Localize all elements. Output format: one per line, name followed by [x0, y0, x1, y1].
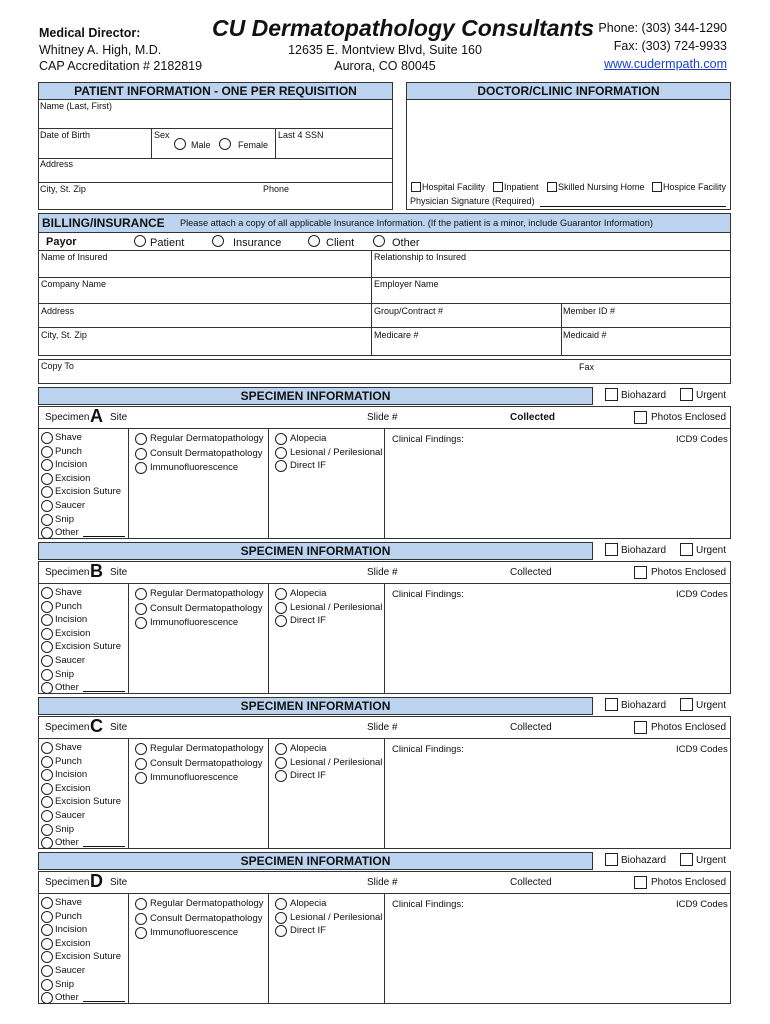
specimen-d-clinical-label: Clinical Findings: [392, 899, 464, 910]
specimen-b-other-line[interactable] [83, 691, 125, 692]
specimen-a-biohazard-label: Biohazard [621, 390, 667, 401]
specimen-c-clinical-field[interactable] [386, 755, 671, 847]
specimen-d-test-label: Consult Dermatopathology [150, 912, 263, 924]
specimen-c-test-radio[interactable] [135, 758, 147, 770]
billing-address-label: Address [41, 306, 75, 316]
group-label: Group/Contract # [374, 306, 444, 316]
specimen-a-slide-label: Slide # [367, 412, 398, 423]
specimen-c-slide-label: Slide # [367, 722, 398, 733]
lab-address-line2: Aurora, CO 80045 [334, 59, 436, 73]
specimen-a-col-divider-1 [128, 428, 129, 539]
specimen-c-procedure-excision-radio[interactable] [41, 783, 53, 795]
specimen-d-site-label: Site [110, 877, 128, 888]
specimen-b-procedure-label: Snip [55, 668, 75, 680]
copy-to-fax-label: Fax [579, 362, 595, 372]
specimen-d-slide-label: Slide # [367, 877, 398, 888]
specimen-a-photos-checkbox[interactable] [634, 411, 647, 424]
specimen-c-procedure-snip-radio[interactable] [41, 824, 53, 836]
specimen-d-label: Specimen [45, 877, 90, 888]
specimen-b-site-label: Site [110, 567, 128, 578]
specimen-d-col-divider-1 [128, 893, 129, 1004]
specimen-d-clinical-field[interactable] [386, 910, 671, 1002]
specimen-b-label: Specimen [45, 567, 90, 578]
specimen-b-biohazard-label: Biohazard [621, 545, 667, 556]
patient-name-field[interactable] [39, 112, 392, 128]
specimen-a-header: SPECIMEN INFORMATION [38, 387, 593, 405]
director-name: Whitney A. High, M.D. [39, 43, 162, 57]
specimen-a-label: Specimen [45, 412, 90, 423]
specimen-c-procedure-label: Punch [55, 755, 82, 767]
specimen-c-type-label: Alopecia [290, 743, 327, 754]
specimen-a-letter: A [90, 406, 103, 426]
payor-client-label: Client [326, 237, 355, 249]
hospice-checkbox[interactable] [652, 182, 662, 192]
specimen-a-type-label: Alopecia [290, 433, 327, 444]
specimen-b-urgent-checkbox[interactable] [680, 543, 693, 556]
specimen-b-biohazard-checkbox[interactable] [605, 543, 618, 556]
hospital-facility-checkbox[interactable] [411, 182, 421, 192]
specimen-b-type-label: Lesional / Perilesional [290, 601, 383, 613]
copy-to-box[interactable] [38, 359, 731, 384]
specimen-c-type-radio[interactable] [275, 743, 287, 755]
employer-field[interactable] [372, 290, 730, 303]
specimen-b-test-label: Immunofluorescence [150, 617, 239, 628]
patient-phone-label: Phone [263, 184, 290, 194]
dob-field[interactable] [39, 141, 149, 157]
specimen-c-procedure-label: Incision [55, 769, 88, 781]
specimen-b-test-radio[interactable] [135, 603, 147, 615]
specimen-c-col-divider-2 [268, 738, 269, 849]
specimen-d-site-field[interactable] [130, 873, 362, 889]
specimen-c-procedure-label: Excision [55, 782, 91, 794]
specimen-a-col-divider-2 [268, 428, 269, 539]
inpatient-checkbox[interactable] [493, 182, 503, 192]
payor-insurance-radio[interactable] [212, 235, 224, 247]
specimen-a-photos-label: Photos Enclosed [651, 412, 727, 423]
specimen-c-procedure-label: Snip [55, 823, 75, 835]
medicare-field[interactable] [372, 341, 560, 355]
specimen-a-procedure-label: Saucer [55, 500, 86, 511]
specimen-b-site-field[interactable] [130, 563, 362, 579]
specimen-d-type-radio[interactable] [275, 912, 287, 924]
specimen-d-collected-field[interactable] [560, 873, 630, 889]
specimen-d-urgent-checkbox[interactable] [680, 853, 693, 866]
specimen-d-test-label: Immunofluorescence [150, 927, 239, 938]
specimen-b-procedure-shave-radio[interactable] [41, 587, 53, 599]
specimen-c-test-label: Consult Dermatopathology [150, 757, 263, 769]
specimen-a-procedure-snip-radio[interactable] [41, 514, 53, 526]
specimen-d-biohazard-checkbox[interactable] [605, 853, 618, 866]
specimen-d-letter: D [90, 871, 103, 891]
specimen-c-procedure-label: Saucer [55, 810, 86, 821]
physician-signature-label: Physician Signature (Required) [410, 196, 535, 206]
copy-to-label: Copy To [41, 361, 74, 371]
company-field[interactable] [39, 290, 370, 303]
specimen-d-procedure-label: Incision [55, 924, 88, 936]
specimen-b-test-label: Consult Dermatopathology [150, 602, 263, 614]
specimen-b-procedure-snip-radio[interactable] [41, 669, 53, 681]
specimen-d-col-divider-3 [384, 893, 385, 1004]
hospice-label: Hospice Facility [663, 182, 727, 192]
billing-city-field[interactable] [39, 341, 370, 355]
payor-other-radio[interactable] [373, 235, 385, 247]
relationship-field[interactable] [372, 263, 730, 277]
specimen-a-type-label: Direct IF [290, 460, 326, 471]
specimen-d-procedure-punch-radio[interactable] [41, 911, 53, 923]
specimen-d-test-label: Regular Dermatopathology [150, 898, 264, 909]
specimen-d-procedure-excision-radio[interactable] [41, 938, 53, 950]
specimen-a-procedure-punch-radio[interactable] [41, 446, 53, 458]
specimen-a-collected-field[interactable] [560, 408, 630, 424]
specimen-c-urgent-checkbox[interactable] [680, 698, 693, 711]
specimen-c-procedure-punch-radio[interactable] [41, 756, 53, 768]
specimen-a-test-label: Consult Dermatopathology [150, 447, 263, 459]
specimen-d-test-radio[interactable] [135, 898, 147, 910]
lab-phone: Phone: (303) 344-1290 [598, 21, 727, 35]
specimen-b-procedure-label: Shave [55, 587, 82, 598]
specimen-c-slide-field[interactable] [405, 718, 505, 734]
specimen-a-type-radio[interactable] [275, 447, 287, 459]
payor-client-radio[interactable] [308, 235, 320, 247]
specimen-d-procedure-snip-radio[interactable] [41, 979, 53, 991]
specimen-c-procedure-shave-radio[interactable] [41, 742, 53, 754]
specimen-d-test-radio[interactable] [135, 927, 147, 939]
billing-address-field[interactable] [39, 317, 370, 327]
specimen-b-header: SPECIMEN INFORMATION [38, 542, 593, 560]
specimen-a-procedure-excision-radio[interactable] [41, 473, 53, 485]
specimen-c-clinical-label: Clinical Findings: [392, 744, 464, 755]
payor-label: Payor [46, 236, 77, 248]
patient-info-header: PATIENT INFORMATION - ONE PER REQUISITION [38, 82, 393, 100]
lab-fax: Fax: (303) 724-9933 [613, 39, 727, 53]
specimen-d-slide-field[interactable] [405, 873, 505, 889]
specimen-b-icd-label: ICD9 Codes [676, 589, 728, 600]
doctor-info-box[interactable] [406, 99, 731, 210]
specimen-c-type-label: Direct IF [290, 770, 326, 781]
specimen-b-slide-label: Slide # [367, 567, 398, 578]
specimen-a-test-radio[interactable] [135, 433, 147, 445]
specimen-b-procedure-excision-radio[interactable] [41, 628, 53, 640]
specimen-a-urgent-label: Urgent [696, 390, 727, 401]
specimen-d-procedure-shave-radio[interactable] [41, 897, 53, 909]
hospital-facility-label: Hospital Facility [422, 182, 486, 192]
specimen-b-test-label: Regular Dermatopathology [150, 588, 264, 599]
specimen-a-clinical-field[interactable] [386, 445, 671, 537]
specimen-b-test-radio[interactable] [135, 617, 147, 629]
specimen-d-test-radio[interactable] [135, 913, 147, 925]
specimen-c-collected-label: Collected [510, 722, 552, 733]
specimen-d-procedure-label: Punch [55, 910, 82, 922]
ssn-field[interactable] [276, 141, 392, 157]
specimen-b-procedure-label: Excision Suture [55, 641, 122, 653]
specimen-d-biohazard-label: Biohazard [621, 855, 667, 866]
specimen-d-header: SPECIMEN INFORMATION [38, 852, 593, 870]
specimen-b-procedure-punch-radio[interactable] [41, 601, 53, 613]
specimen-a-biohazard-checkbox[interactable] [605, 388, 618, 401]
page-title: CU Dermatopathology Consultants [212, 15, 595, 41]
specimen-c-col-divider-3 [384, 738, 385, 849]
specimen-c-test-label: Immunofluorescence [150, 772, 239, 783]
website-link[interactable]: www.cudermpath.com [604, 57, 727, 71]
specimen-a-procedure-label: Snip [55, 513, 75, 525]
specimen-d-urgent-label: Urgent [696, 855, 727, 866]
specimen-b-procedure-label: Incision [55, 614, 88, 626]
nursing-home-checkbox[interactable] [547, 182, 557, 192]
specimen-d-procedure-saucer-radio[interactable] [41, 965, 53, 977]
male-label: Male [191, 140, 211, 150]
patient-city-label: City, St. Zip [40, 184, 86, 194]
specimen-a-procedure-label: Shave [55, 432, 82, 443]
dob-label: Date of Birth [40, 130, 91, 140]
lab-address-line1: 12635 E. Montview Blvd, Suite 160 [288, 43, 482, 57]
payor-patient-label: Patient [150, 237, 185, 249]
specimen-c-photos-label: Photos Enclosed [651, 722, 727, 733]
specimen-d-type-radio[interactable] [275, 925, 287, 937]
specimen-a-urgent-checkbox[interactable] [680, 388, 693, 401]
specimen-a-procedure-label: Other [55, 527, 79, 539]
specimen-b-collected-field[interactable] [560, 563, 630, 579]
specimen-b-type-label: Alopecia [290, 588, 327, 599]
specimen-b-photos-label: Photos Enclosed [651, 567, 727, 578]
specimen-b-urgent-label: Urgent [696, 545, 727, 556]
specimen-c-test-radio[interactable] [135, 772, 147, 784]
specimen-d-icd-label: ICD9 Codes [676, 899, 728, 910]
patient-city-phone-field[interactable] [39, 195, 392, 209]
specimen-a-type-radio[interactable] [275, 433, 287, 445]
specimen-a-other-line[interactable] [83, 536, 125, 537]
medicaid-label: Medicaid # [563, 330, 607, 340]
specimen-b-procedure-label: Saucer [55, 655, 86, 666]
employer-label: Employer Name [374, 279, 439, 289]
specimen-a-type-radio[interactable] [275, 460, 287, 472]
specimen-c-procedure-label: Shave [55, 742, 82, 753]
specimen-b-type-label: Direct IF [290, 615, 326, 626]
specimen-d-procedure-label: Saucer [55, 965, 86, 976]
nursing-home-label: Skilled Nursing Home [558, 182, 645, 192]
specimen-a-procedure-label: Punch [55, 445, 82, 457]
specimen-d-type-label: Direct IF [290, 925, 326, 936]
specimen-c-test-label: Regular Dermatopathology [150, 743, 264, 754]
specimen-b-letter: B [90, 561, 103, 581]
specimen-a-icd-field[interactable] [673, 445, 730, 537]
medical-director-label: Medical Director: [39, 26, 141, 40]
specimen-d-procedure-label: Excision [55, 937, 91, 949]
specimen-c-site-label: Site [110, 722, 128, 733]
specimen-c-label: Specimen [45, 722, 90, 733]
doctor-info-header: DOCTOR/CLINIC INFORMATION [406, 82, 731, 100]
specimen-a-clinical-label: Clinical Findings: [392, 434, 464, 445]
specimen-d-procedure-label: Excision Suture [55, 951, 122, 963]
patient-name-label: Name (Last, First) [40, 101, 113, 111]
patient-address-field[interactable] [39, 170, 392, 182]
specimen-c-test-radio[interactable] [135, 743, 147, 755]
ssn-label: Last 4 SSN [278, 130, 324, 140]
specimen-b-col-divider-3 [384, 583, 385, 694]
billing-title: BILLING/INSURANCE [42, 216, 165, 230]
specimen-a-test-radio[interactable] [135, 462, 147, 474]
specimen-c-letter: C [90, 716, 103, 736]
specimen-c-col-divider-1 [128, 738, 129, 849]
specimen-d-procedure-label: Snip [55, 978, 75, 990]
specimen-c-type-radio[interactable] [275, 757, 287, 769]
inpatient-label: Inpatient [504, 182, 539, 192]
sex-female-radio[interactable] [219, 138, 231, 150]
relationship-label: Relationship to Insured [374, 252, 467, 262]
billing-note: Please attach a copy of all applicable Insurance Information. (If the patient is a minor, include Guarantor Information) [180, 218, 653, 228]
specimen-a-procedure-label: Excision [55, 472, 91, 484]
specimen-a-procedure-saucer-radio[interactable] [41, 500, 53, 512]
company-label: Company Name [41, 279, 107, 289]
billing-city-label: City, St. Zip [41, 330, 87, 340]
specimen-b-col-divider-2 [268, 583, 269, 694]
specimen-d-type-label: Lesional / Perilesional [290, 911, 383, 923]
specimen-a-icd-label: ICD9 Codes [676, 434, 728, 445]
specimen-c-site-field[interactable] [130, 718, 362, 734]
specimen-d-other-line[interactable] [83, 1001, 125, 1002]
specimen-c-icd-label: ICD9 Codes [676, 744, 728, 755]
specimen-a-procedure-label: Incision [55, 459, 88, 471]
specimen-b-procedure-saucer-radio[interactable] [41, 655, 53, 667]
cap-accreditation: CAP Accreditation # 2182819 [39, 59, 203, 73]
specimen-b-procedure-label: Other [55, 682, 79, 694]
specimen-b-clinical-label: Clinical Findings: [392, 589, 464, 600]
specimen-a-col-divider-3 [384, 428, 385, 539]
specimen-b-procedure-label: Excision [55, 627, 91, 639]
specimen-a-test-label: Regular Dermatopathology [150, 433, 264, 444]
specimen-c-type-label: Lesional / Perilesional [290, 756, 383, 768]
payor-patient-radio[interactable] [134, 235, 146, 247]
group-field[interactable] [372, 317, 560, 327]
payor-other-label: Other [392, 237, 420, 249]
specimen-b-type-radio[interactable] [275, 615, 287, 627]
physician-signature-line[interactable] [540, 206, 726, 207]
medicare-label: Medicare # [374, 330, 419, 340]
patient-address-label: Address [40, 159, 74, 169]
sex-male-radio[interactable] [174, 138, 186, 150]
specimen-b-clinical-field[interactable] [386, 600, 671, 692]
specimen-b-collected-label: Collected [510, 567, 552, 578]
member-id-label: Member ID # [563, 306, 616, 316]
name-insured-field[interactable] [39, 263, 370, 277]
member-id-field[interactable] [562, 317, 730, 327]
specimen-b-col-divider-1 [128, 583, 129, 694]
specimen-d-collected-label: Collected [510, 877, 552, 888]
specimen-d-type-label: Alopecia [290, 898, 327, 909]
specimen-a-collected-label: Collected [510, 412, 556, 423]
specimen-c-other-line[interactable] [83, 846, 125, 847]
female-label: Female [238, 140, 269, 150]
specimen-b-type-radio[interactable] [275, 602, 287, 614]
specimen-d-procedure-label: Other [55, 992, 79, 1004]
specimen-a-type-label: Lesional / Perilesional [290, 446, 383, 458]
name-insured-label: Name of Insured [41, 252, 108, 262]
specimen-c-icd-field[interactable] [673, 755, 730, 847]
specimen-d-type-radio[interactable] [275, 898, 287, 910]
specimen-c-type-radio[interactable] [275, 770, 287, 782]
specimen-a-procedure-shave-radio[interactable] [41, 432, 53, 444]
specimen-c-photos-checkbox[interactable] [634, 721, 647, 734]
specimen-b-type-radio[interactable] [275, 588, 287, 600]
medicaid-field[interactable] [562, 341, 730, 355]
specimen-c-collected-field[interactable] [560, 718, 630, 734]
specimen-c-procedure-label: Excision Suture [55, 796, 122, 808]
specimen-a-site-label: Site [110, 412, 128, 423]
specimen-c-procedure-saucer-radio[interactable] [41, 810, 53, 822]
specimen-d-procedure-label: Shave [55, 897, 82, 908]
specimen-c-biohazard-checkbox[interactable] [605, 698, 618, 711]
specimen-c-urgent-label: Urgent [696, 700, 727, 711]
specimen-b-photos-checkbox[interactable] [634, 566, 647, 579]
specimen-a-site-field[interactable] [130, 408, 362, 424]
specimen-b-icd-field[interactable] [673, 600, 730, 692]
specimen-b-procedure-label: Punch [55, 600, 82, 612]
specimen-c-header: SPECIMEN INFORMATION [38, 697, 593, 715]
specimen-c-procedure-label: Other [55, 837, 79, 849]
specimen-c-biohazard-label: Biohazard [621, 700, 667, 711]
specimen-d-icd-field[interactable] [673, 910, 730, 1002]
specimen-b-test-radio[interactable] [135, 588, 147, 600]
specimen-a-test-label: Immunofluorescence [150, 462, 239, 473]
sex-label: Sex [154, 130, 170, 140]
specimen-a-slide-field[interactable] [405, 408, 505, 424]
specimen-b-slide-field[interactable] [405, 563, 505, 579]
specimen-a-procedure-label: Excision Suture [55, 486, 122, 498]
specimen-d-photos-label: Photos Enclosed [651, 877, 727, 888]
specimen-d-photos-checkbox[interactable] [634, 876, 647, 889]
specimen-d-col-divider-2 [268, 893, 269, 1004]
specimen-a-test-radio[interactable] [135, 448, 147, 460]
payor-insurance-label: Insurance [233, 237, 282, 249]
